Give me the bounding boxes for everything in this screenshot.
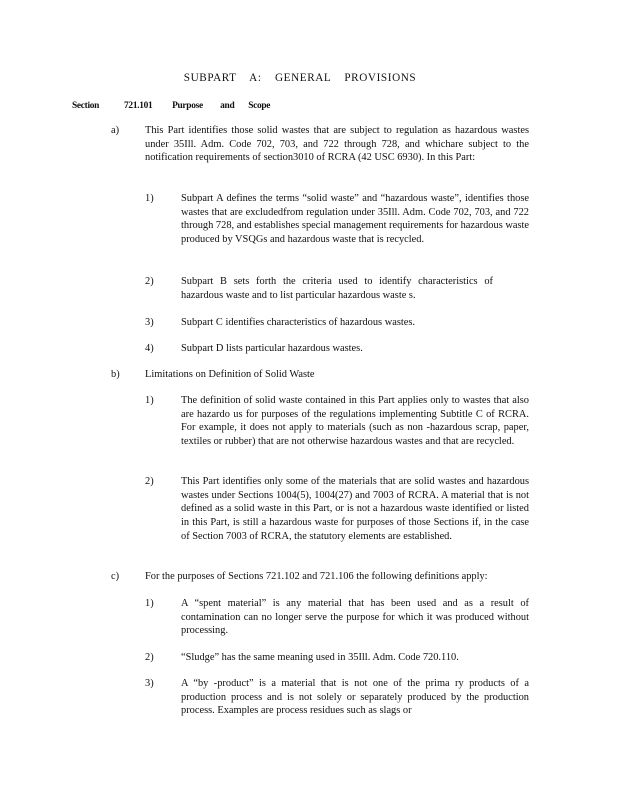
list-item-label: 2) xyxy=(145,652,154,663)
section-number: 721.101 xyxy=(124,101,153,111)
list-item-text: A “spent material” is any material that has been used and as a result of contamination can no longer serve the purpose for which it was produced without processing. xyxy=(181,598,529,637)
list-item-label: 3) xyxy=(145,317,154,328)
list-item-text: Subpart B sets forth the criteria used to identify characteristics of hazardous waste and to list particular hazardous waste s. xyxy=(181,276,493,301)
list-item-text: This Part identifies only some of the materials that are solid wastes and hazardous wastes under Sections 1004(5), 1004(27) and 7003 of RCRA. A material that is not defined as a solid waste in this Part, or is not a hazardous waste identified or listed in this Part, is still a hazardous waste for purposes of those Sections if, in the case of Section 7003 of RCRA, the statutory elements are established. xyxy=(181,476,529,542)
list-item-label: 3) xyxy=(145,678,154,689)
list-item-text: Subpart D lists particular hazardous wastes. xyxy=(181,343,363,354)
list-item-label: 1) xyxy=(145,193,154,204)
list-item-label: 1) xyxy=(145,598,154,609)
list-item-text: Subpart C identifies characteristics of hazardous wastes. xyxy=(181,317,416,328)
paragraph-text: Limitations on Definition of Solid Waste xyxy=(145,369,315,380)
list-item-label: 1) xyxy=(145,395,154,406)
list-item-text: “Sludge” has the same meaning used in 35Ill. Adm. Code 720.110. xyxy=(181,652,459,663)
paragraph-label: b) xyxy=(111,369,120,380)
paragraph-text: This Part identifies those solid wastes that are subject to regulation as hazardous wastes under 35Ill. Adm. Code 702, 703, and 722 through 728, and whichare subject to the notification requirements of section3010 of RCRA (42 USC 6930). In this Part: xyxy=(145,125,529,164)
section-title-word: Scope xyxy=(248,101,271,111)
section-title-word: and xyxy=(220,101,235,111)
paragraph-text: For the purposes of Sections 721.102 and 721.106 the following definitions apply: xyxy=(145,571,488,582)
section-label: Section xyxy=(72,101,100,111)
page-title: SUBPART A: GENERAL PROVISIONS xyxy=(183,72,417,84)
section-title-word: Purpose xyxy=(172,101,203,111)
paragraph-label: c) xyxy=(111,571,120,582)
list-item-text: A “by -product” is a material that is not one of the prima ry products of a production process and is not solely or separately produced by the production process. Examples are process residues such as slags or xyxy=(181,678,529,717)
list-item-label: 2) xyxy=(145,276,154,287)
list-item-text: The definition of solid waste contained in this Part applies only to wastes that also are hazardo us for purposes of the regulations implementing Subtitle C of RCRA. For example, it does not apply to materials (such as non -hazardous scrap, paper, textiles or rubber) that are not otherwise hazardous wastes and that are recycled. xyxy=(181,395,529,448)
list-item-label: 4) xyxy=(145,343,154,354)
section-heading xyxy=(72,101,270,111)
paragraph-label: a) xyxy=(111,125,120,136)
list-item-text: Subpart A defines the terms “solid waste” and “hazardous waste”, identifies those wastes that are excludedfrom regulation under 35Ill. Adm. Code 702, 703, and 722 through 728, and establishes special management requirements for hazardous waste produced by VSQGs and hazardous waste that is recycled. xyxy=(181,193,529,246)
list-item-label: 2) xyxy=(145,476,154,487)
